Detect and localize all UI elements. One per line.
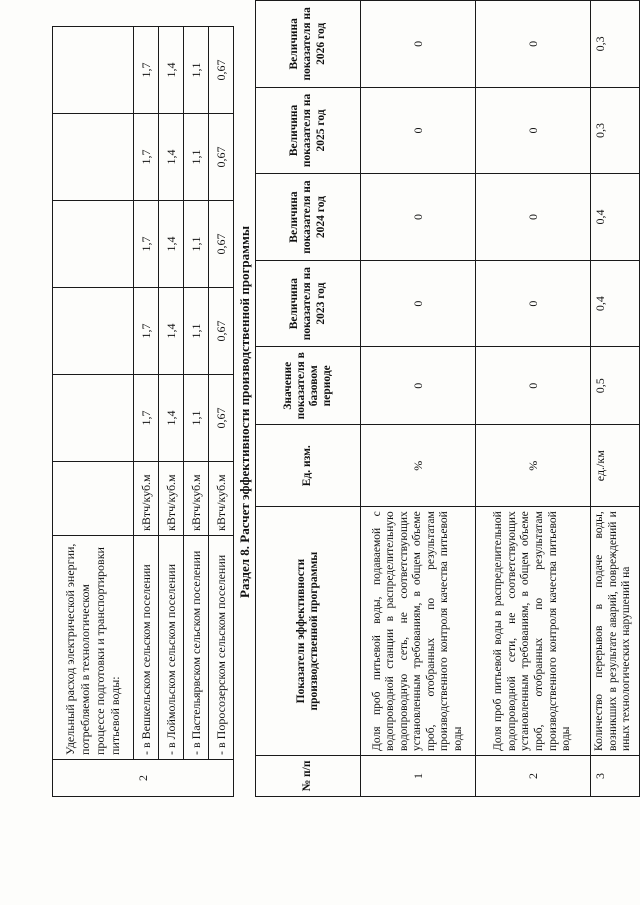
value-cell: 1,1 bbox=[184, 27, 209, 114]
table-row bbox=[53, 27, 134, 797]
energy-consumption-table bbox=[52, 26, 234, 797]
value-cell: 1,7 bbox=[134, 375, 159, 462]
header-num: № п/п bbox=[256, 755, 361, 796]
row-number: 2 bbox=[476, 755, 591, 796]
value-cell: 1,1 bbox=[184, 288, 209, 375]
settlement-name: - в Пастельярвском сельском поселении bbox=[184, 536, 209, 760]
value-cell: 0 bbox=[476, 260, 591, 347]
value-cell: 0,67 bbox=[209, 201, 234, 288]
header-2025: Величина показателя на 2025 год bbox=[256, 87, 361, 174]
value-cell: 0,67 bbox=[209, 114, 234, 201]
value-cell: 1,7 bbox=[134, 27, 159, 114]
unit-cell: кВтч/куб.м bbox=[159, 462, 184, 536]
indicator-name: Удельный расход электрической энергии, потребляемой в технологическом процессе подготовки и транспортировки питьевой воды: bbox=[53, 536, 134, 760]
indicator-name: Количество перерывов в подаче воды, возникших в результате аварий, повреждений и иных технологических нарушений на bbox=[591, 507, 640, 756]
value-cell: 0 bbox=[361, 87, 476, 174]
settlement-name: - в Вешкельском сельском поселении bbox=[134, 536, 159, 760]
header-row bbox=[256, 1, 361, 797]
table-row bbox=[134, 27, 159, 797]
indicator-name: Доля проб питьевой воды в распределительной водопроводной сети, не соответствующих установленным требованиям, в общем объеме проб, отобранных по результатам производственного контроля качества питьевой воды bbox=[476, 507, 591, 756]
value-cell: 1,4 bbox=[159, 201, 184, 288]
header-2023: Величина показателя на 2023 год bbox=[256, 260, 361, 347]
value-cell: 0 bbox=[361, 347, 476, 425]
value-cell: 0,67 bbox=[209, 27, 234, 114]
value-cell: 1,7 bbox=[134, 288, 159, 375]
unit-cell: ед./км bbox=[591, 425, 640, 507]
unit-cell: кВтч/куб.м bbox=[209, 462, 234, 536]
value-cell: 1,1 bbox=[184, 375, 209, 462]
value-cell: 0 bbox=[476, 1, 591, 88]
value-cell: 0 bbox=[361, 174, 476, 261]
header-name: Показатели эффективности производственной программы bbox=[256, 507, 361, 756]
section-title: Раздел 8. Расчет эффективности производственной программы bbox=[237, 225, 252, 599]
value-cell: 0 bbox=[476, 347, 591, 425]
table-row bbox=[361, 1, 476, 797]
value-cell: 0,5 bbox=[591, 347, 640, 425]
value-cell: 1,1 bbox=[184, 114, 209, 201]
value-cell: 1,4 bbox=[159, 288, 184, 375]
unit-cell: кВтч/куб.м bbox=[184, 462, 209, 536]
header-unit: Ед. изм. bbox=[256, 425, 361, 507]
table-row bbox=[184, 27, 209, 797]
unit-cell: % bbox=[361, 425, 476, 507]
indicator-name: Доля проб питьевой воды, подаваемой с водопроводной станции в распределительную водопроводную сеть, не соответствующих установленным требованиям, в общем объеме проб, отобранных по результатам производственного контроля качества питьевой воды bbox=[361, 507, 476, 756]
unit-cell: кВтч/куб.м bbox=[134, 462, 159, 536]
header-2024: Величина показателя на 2024 год bbox=[256, 174, 361, 261]
table-row bbox=[209, 27, 234, 797]
header-2026: Величина показателя на 2026 год bbox=[256, 1, 361, 88]
value-cell: 1,1 bbox=[184, 201, 209, 288]
table-row bbox=[591, 1, 640, 797]
value-cell: 1,4 bbox=[159, 375, 184, 462]
value-cell: 0,67 bbox=[209, 288, 234, 375]
value-cell: 1,4 bbox=[159, 114, 184, 201]
settlement-name: - в Лоймольском сельском поселении bbox=[159, 536, 184, 760]
efficiency-table bbox=[255, 0, 640, 797]
table-row bbox=[159, 27, 184, 797]
value-cell: 0 bbox=[361, 260, 476, 347]
value-cell: 0 bbox=[476, 87, 591, 174]
value-cell: 0 bbox=[361, 1, 476, 88]
value-cell: 1,7 bbox=[134, 114, 159, 201]
row-number: 2 bbox=[53, 760, 234, 797]
value-cell: 1,4 bbox=[159, 27, 184, 114]
value-cell: 0,4 bbox=[591, 260, 640, 347]
value-cell: 0,3 bbox=[591, 87, 640, 174]
value-cell: 0,3 bbox=[591, 1, 640, 88]
row-number: 1 bbox=[361, 755, 476, 796]
unit-cell: % bbox=[476, 425, 591, 507]
value-cell: 0 bbox=[476, 174, 591, 261]
row-number: 3 bbox=[591, 755, 640, 796]
table-row bbox=[476, 1, 591, 797]
value-cell: 1,7 bbox=[134, 201, 159, 288]
value-cell: 0,67 bbox=[209, 375, 234, 462]
value-cell: 0,4 bbox=[591, 174, 640, 261]
settlement-name: - в Поросозерском сельском поселении bbox=[209, 536, 234, 760]
header-base: Значение показателя в базовом периоде bbox=[256, 347, 361, 425]
